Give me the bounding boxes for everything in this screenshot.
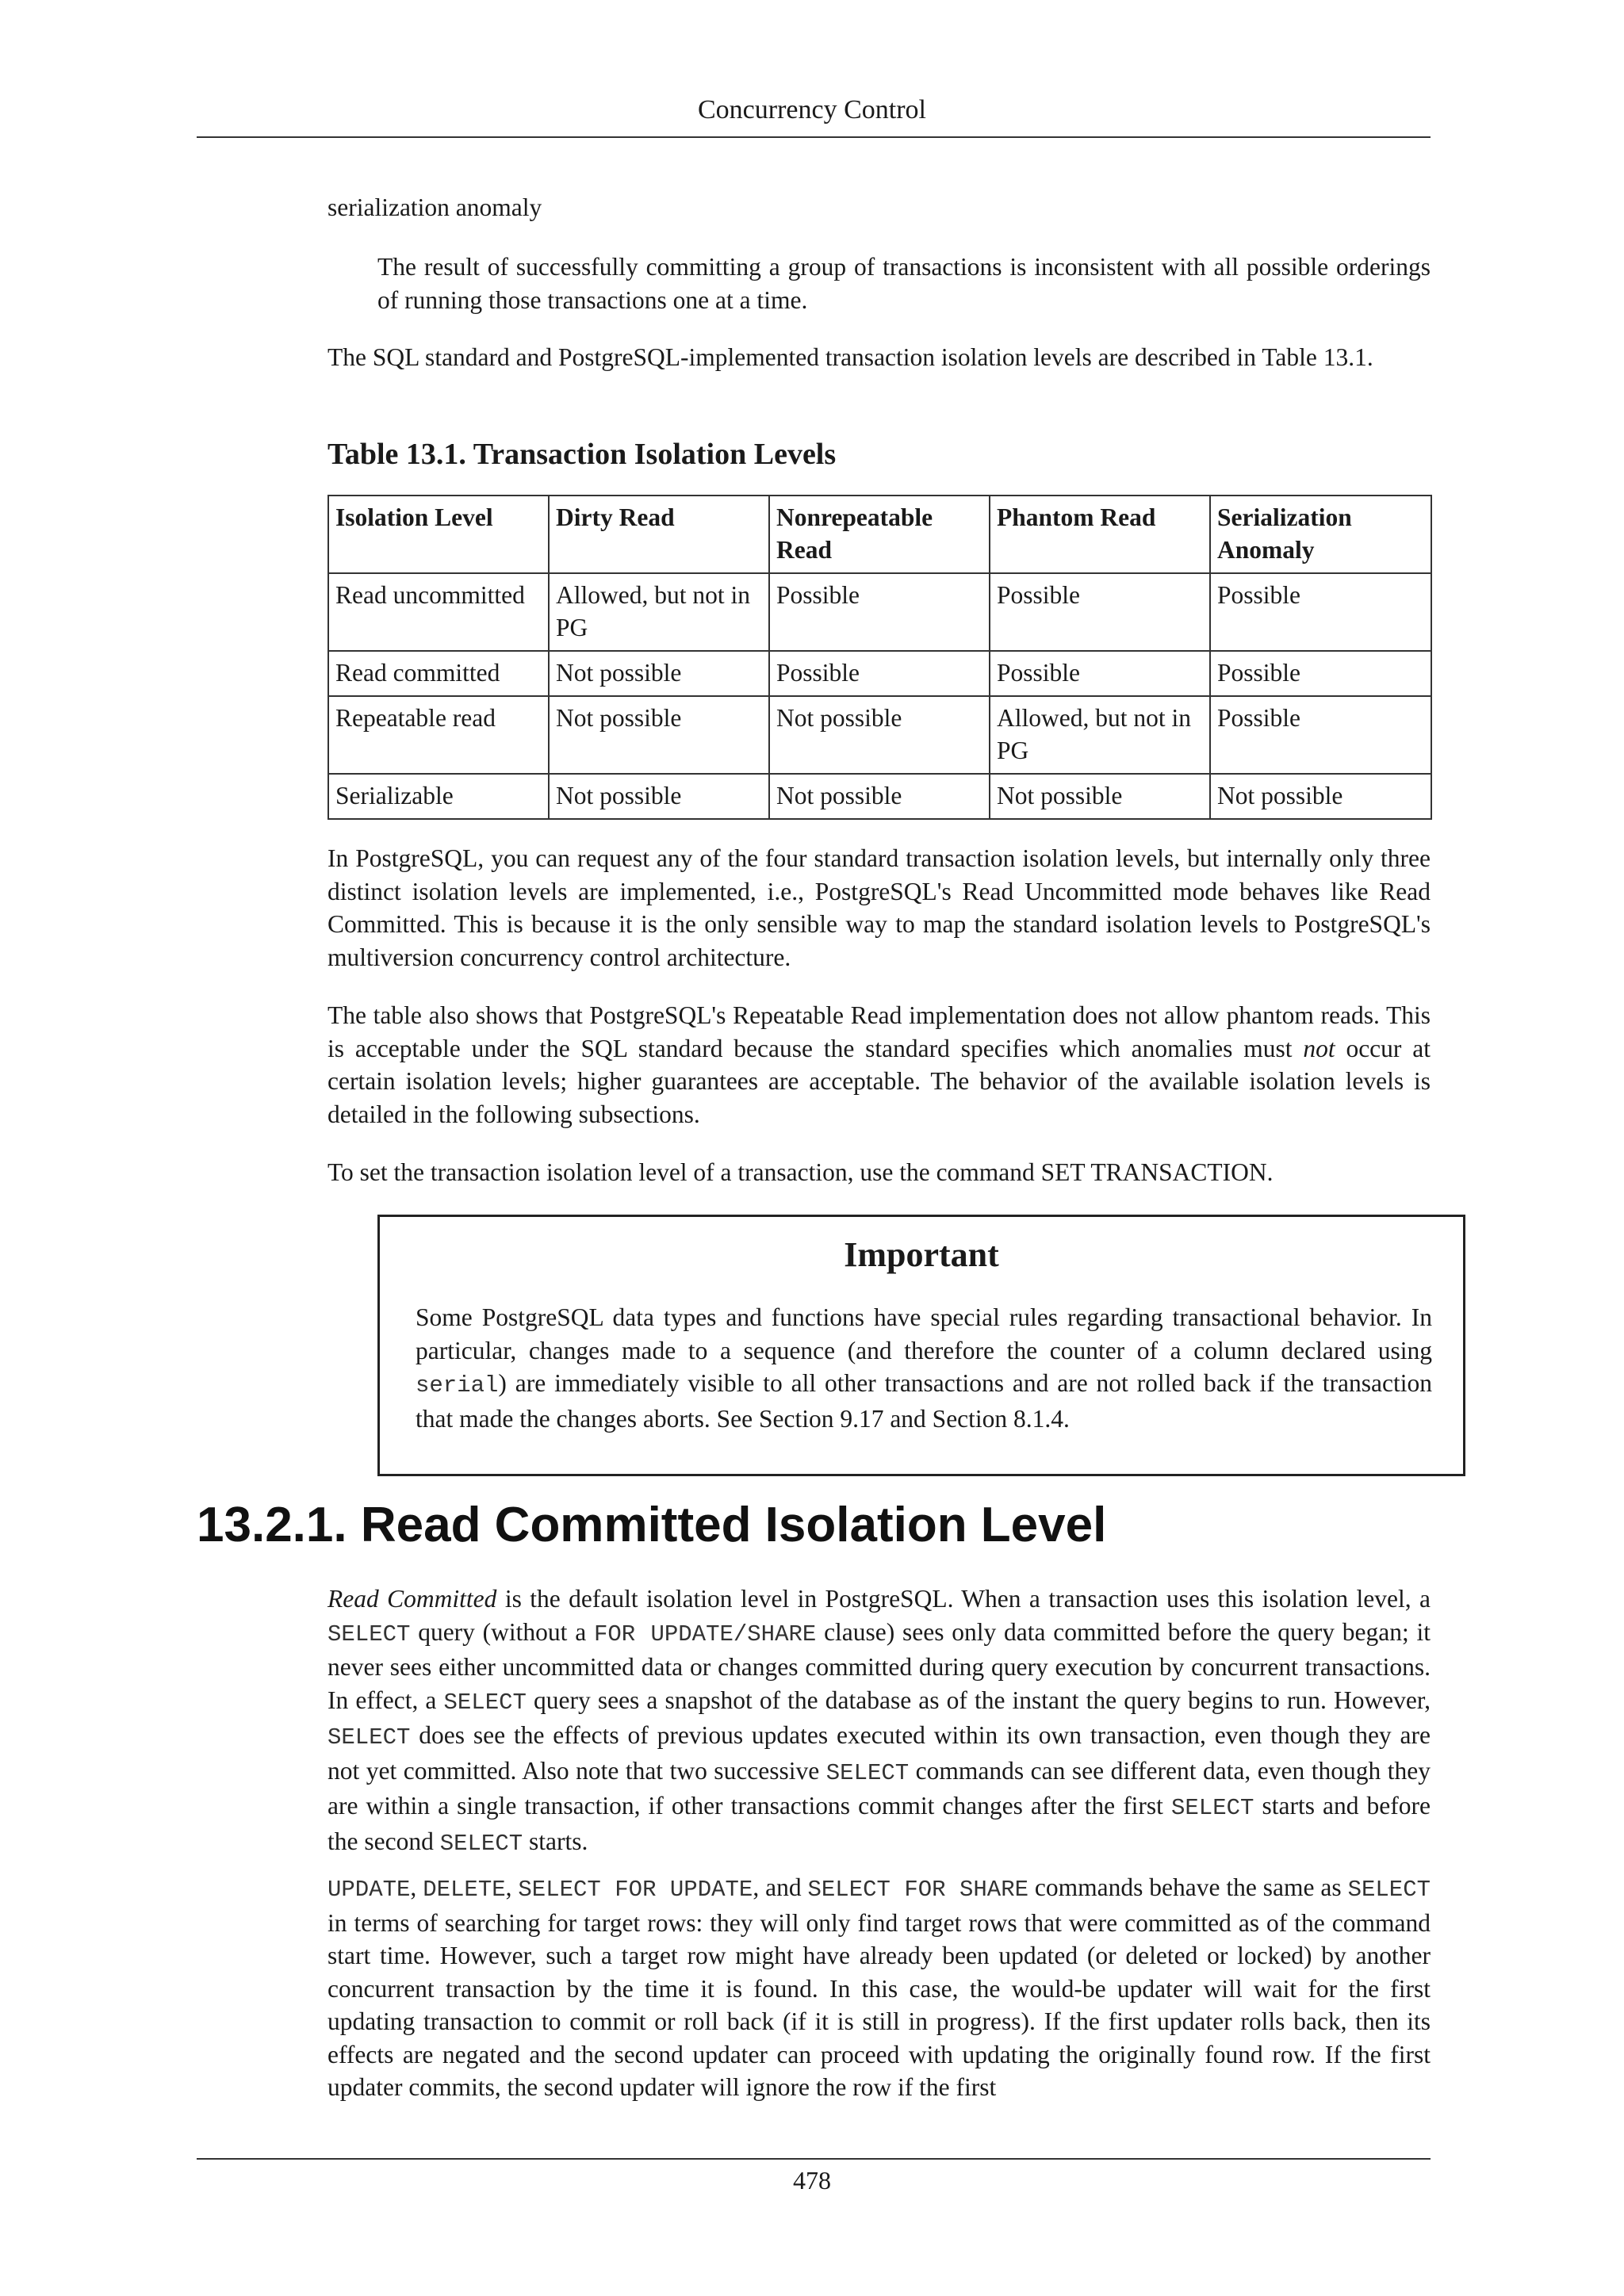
paragraph-read-committed: [327, 1582, 1431, 1860]
inline-code: SELECT: [1171, 1795, 1254, 1821]
table-title: Table 13.1. Transaction Isolation Levels: [327, 438, 837, 471]
text-run: ) are immediately visible to all other transactions and are not rolled back if the transaction that made the changes aborts. See Section 9.17 and Section 8.1.4.: [416, 1369, 1432, 1433]
text-run: ,: [505, 1873, 519, 1901]
inline-code: SELECT: [439, 1830, 523, 1857]
text-run: starts.: [523, 1827, 588, 1855]
text-run: commands behave the same as: [1028, 1873, 1348, 1901]
emphasis-text: Read Committed: [327, 1585, 497, 1613]
table-cell: Possible: [1210, 696, 1431, 774]
table-cell: Not possible: [549, 651, 769, 696]
inline-code: serial: [416, 1372, 499, 1399]
inline-code: SELECT FOR SHARE: [807, 1877, 1029, 1903]
table-cell: Allowed, but not in PG: [990, 696, 1210, 774]
running-header-title: Concurrency Control: [698, 95, 926, 124]
table-row: [328, 651, 1431, 696]
text-run: , and: [753, 1873, 808, 1901]
inline-code: SELECT: [825, 1759, 910, 1786]
inline-code: SELECT: [1347, 1877, 1431, 1903]
table-cell: Possible: [769, 573, 990, 651]
table-cell: Possible: [990, 651, 1210, 696]
text-run: ,: [410, 1873, 423, 1901]
table-cell: Allowed, but not in PG: [549, 573, 769, 651]
table-header-row: [328, 496, 1431, 573]
table-cell: Not possible: [769, 696, 990, 774]
table-row: [328, 774, 1431, 819]
text-run: is the default isolation level in PostgreSQL. When a transaction uses this isolation level, a: [496, 1585, 1431, 1613]
note-body: [416, 1301, 1432, 1435]
important-note-box: [377, 1215, 1465, 1476]
column-header: Serialization Anomaly: [1210, 496, 1431, 573]
inline-code: SELECT: [443, 1689, 527, 1716]
text-run: query (without a: [410, 1617, 594, 1646]
table-cell: Not possible: [549, 696, 769, 774]
note-title: Important: [844, 1235, 999, 1274]
paragraph-update-delete: [327, 1871, 1431, 2104]
table-cell: Not possible: [769, 774, 990, 819]
table-row: [328, 573, 1431, 651]
table-cell: Not possible: [990, 774, 1210, 819]
table-row: [328, 696, 1431, 774]
text-run: occur at certain isolation levels; higher guarantees are acceptable. The behavior of the available isolation levels is detailed in the following subsections.: [327, 1034, 1431, 1128]
table-cell: Not possible: [1210, 774, 1431, 819]
inline-code: SELECT: [327, 1724, 411, 1751]
emphasis-text: not: [1303, 1034, 1335, 1062]
text-run: does see the effects of previous updates executed within its own transaction, even though they are not yet committed. Also note that two successive: [327, 1721, 1431, 1785]
paragraph-repeatable-read: [327, 999, 1431, 1131]
table-cell: Read committed: [328, 651, 549, 696]
page-number: 478: [793, 2166, 831, 2195]
table-cell: Not possible: [549, 774, 769, 819]
glossary-term: serialization anomaly: [327, 193, 542, 221]
inline-code: FOR UPDATE/SHARE: [593, 1621, 817, 1647]
table-cell: Serializable: [328, 774, 549, 819]
table-cell: Repeatable read: [328, 696, 549, 774]
table-cell: Possible: [1210, 573, 1431, 651]
glossary-definition: The result of successfully committing a group of transactions is inconsistent with all possible orderings of running those transactions one at a time.: [377, 253, 1431, 314]
intro-paragraph: The SQL standard and PostgreSQL-implemented transaction isolation levels are described in Table 13.1.: [327, 343, 1373, 371]
text-run: query sees a snapshot of the database as of the instant the query begins to run. However,: [526, 1686, 1431, 1714]
text-run: commands can see different data, even though they are within a single transaction, if other transactions commit changes after the first: [327, 1756, 1431, 1820]
table-cell: Possible: [1210, 651, 1431, 696]
text-run: clause) sees only data committed before the query began; it never sees either uncommitted data or changes committed during query execution by concurrent transactions. In effect, a: [327, 1617, 1431, 1714]
paragraph-internal-levels: In PostgreSQL, you can request any of the four standard transaction isolation levels, but internally only three distinct isolation levels are implemented, i.e., PostgreSQL's Read Uncommitted mode behaves like Read Committed. This is because it is the only sensible way to map the standard isolation levels to PostgreSQL's multiversion concurrency control architecture.: [327, 844, 1431, 971]
column-header: Dirty Read: [549, 496, 769, 573]
column-header: Phantom Read: [990, 496, 1210, 573]
footer-rule: [197, 2158, 1431, 2160]
inline-code: SELECT: [327, 1621, 411, 1647]
inline-code: DELETE: [423, 1877, 506, 1903]
column-header: Nonrepeatable Read: [769, 496, 990, 573]
text-run: in terms of searching for target rows: they will only find target rows that were committed as of the command start time. However, such a target row might have already been updated (or deleted or locked) by another concurrent transaction by the time it is found. In this case, the would-be updater will wait for the first updating transaction to commit or roll back (if it is still in progress). If the first updater rolls back, then its effects are negated and the second updater can proceed with updating the originally found row. If the first updater commits, the second updater will ignore the row if the first: [327, 1908, 1431, 2101]
column-header: Isolation Level: [328, 496, 549, 573]
section-heading: 13.2.1. Read Committed Isolation Level: [197, 1498, 1107, 1552]
table-cell: Possible: [990, 573, 1210, 651]
table-cell: Read uncommitted: [328, 573, 549, 651]
paragraph-set-transaction: To set the transaction isolation level of a transaction, use the command SET TRANSACTION.: [327, 1158, 1274, 1186]
text-run: starts and before the second: [327, 1792, 1431, 1855]
inline-code: UPDATE: [327, 1877, 411, 1903]
text-run: Some PostgreSQL data types and functions have special rules regarding transactional behavior. In particular, changes made to a sequence (and therefore the counter of a column declared using: [416, 1303, 1432, 1364]
isolation-levels-table: [327, 495, 1432, 820]
header-rule: [197, 136, 1431, 138]
text-run: The table also shows that PostgreSQL's Repeatable Read implementation does not allow phantom reads. This is acceptable under the SQL standard because the standard specifies which anomalies must: [327, 1001, 1431, 1062]
inline-code: SELECT FOR UPDATE: [518, 1877, 753, 1903]
table-cell: Possible: [769, 651, 990, 696]
